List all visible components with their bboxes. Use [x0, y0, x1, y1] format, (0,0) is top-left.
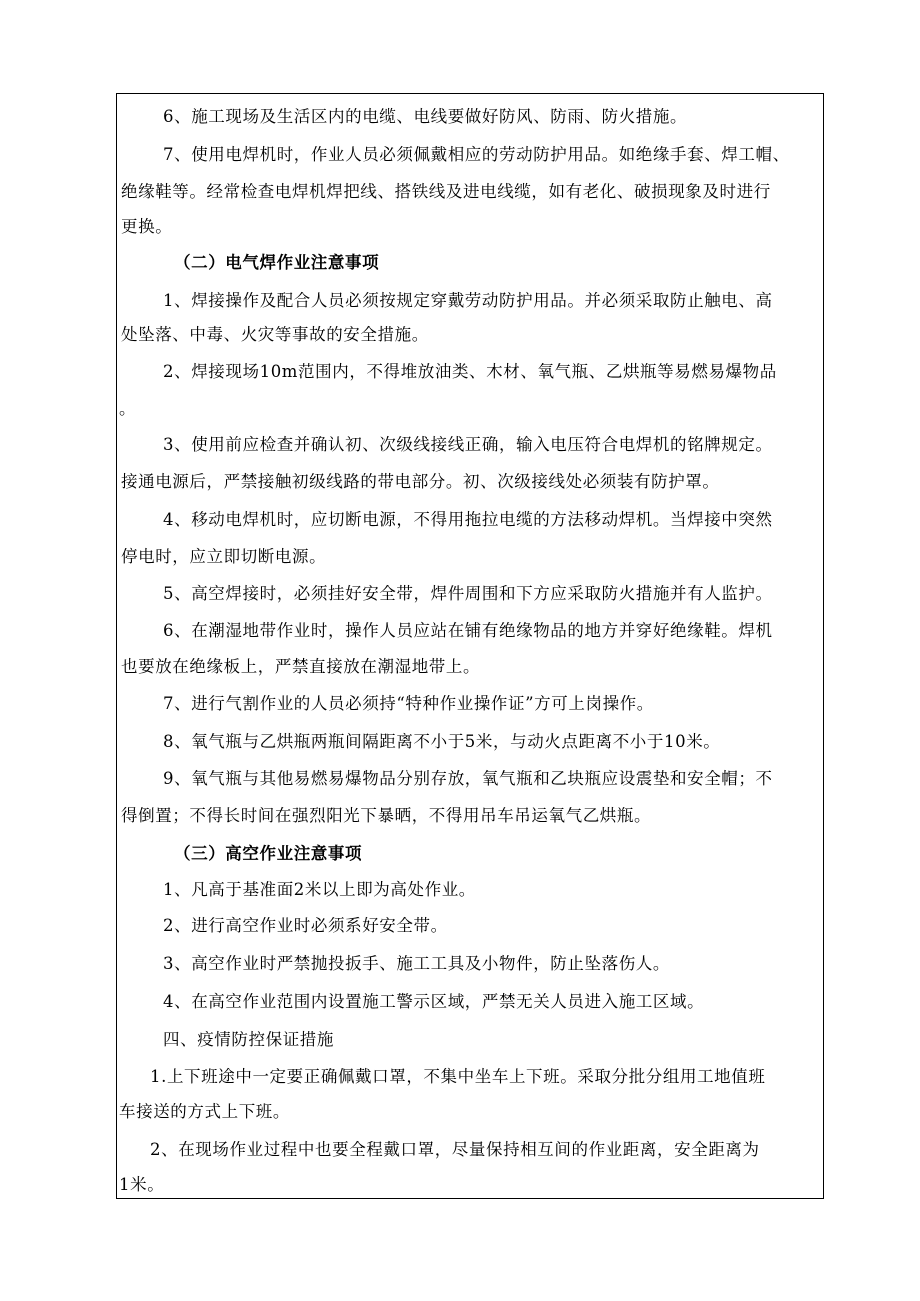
text-line: 接通电源后，严禁接触初级线路的带电部分。初、次级接线处必须装有防护罩。 [121, 472, 720, 491]
text-line: 1、焊接操作及配合人员必须按规定穿戴劳动防护用品。并必须采取防止触电、高 [163, 291, 773, 310]
text-line: 1米。 [119, 1175, 165, 1194]
text-line: 得倒置；不得长时间在强烈阳光下暴晒，不得用吊车吊运氧气乙烘瓶。 [121, 806, 652, 825]
text-line: 2、进行高空作业时必须系好安全带。 [163, 916, 448, 935]
text-line: 1.上下班途中一定要正确佩戴口罩，不集中坐车上下班。采取分批分组用工地值班 [150, 1067, 766, 1086]
text-line: 3、高空作业时严禁抛投扳手、施工工具及小物件，防止坠落伤人。 [163, 954, 670, 973]
text-line: 处坠落、中毒、火灾等事故的安全措施。 [121, 325, 429, 344]
text-line: 2、在现场作业过程中也要全程戴口罩，尽量保持相互间的作业距离，安全距离为 [150, 1140, 760, 1159]
text-line: 。 [119, 399, 137, 418]
text-line: 更换。 [121, 217, 173, 236]
text-line: 2、焊接现场10m范围内，不得堆放油类、木材、氧气瓶、乙烘瓶等易燃易爆物品 [163, 362, 777, 381]
text-line: 3、使用前应检查并确认初、次级线接线正确，输入电压符合电焊机的铭牌规定。 [163, 435, 773, 454]
text-line: 1、凡高于基准面2米以上即为高处作业。 [163, 880, 476, 899]
text-line: 8、氧气瓶与乙烘瓶两瓶间隔距离不小于5米，与动火点距离不小于10米。 [163, 732, 721, 751]
text-line: 7、进行气割作业的人员必须持“特种作业操作证”方可上岗操作。 [163, 694, 654, 713]
text-line: 车接送的方式上下班。 [119, 1102, 290, 1121]
section-heading: 四、疫情防控保证措施 [163, 1030, 334, 1049]
text-line: 停电时，应立即切断电源。 [121, 547, 327, 566]
text-line: 4、移动电焊机时，应切断电源，不得用拖拉电缆的方法移动焊机。当焊接中突然 [163, 510, 773, 529]
section-heading: （三）高空作业注意事项 [174, 844, 363, 863]
text-line: 6、在潮湿地带作业时，操作人员应站在铺有绝缘物品的地方并穿好绝缘鞋。焊机 [163, 621, 773, 640]
text-line: 4、在高空作业范围内设置施工警示区域，严禁无关人员进入施工区域。 [163, 992, 705, 1011]
text-line: 6、施工现场及生活区内的电缆、电线要做好防风、防雨、防火措施。 [163, 107, 688, 126]
text-line: 也要放在绝缘板上，严禁直接放在潮湿地带上。 [121, 657, 481, 676]
text-line: 绝缘鞋等。经常检查电焊机焊把线、搭铁线及进电线缆，如有老化、破损现象及时进行 [121, 182, 771, 201]
text-line: 9、氧气瓶与其他易燃易爆物品分别存放，氧气瓶和乙块瓶应设震垫和安全帽；不 [163, 769, 773, 788]
section-heading: （二）电气焊作业注意事项 [174, 253, 380, 272]
text-line: 7、使用电焊机时，作业人员必须佩戴相应的劳动防护用品。如绝缘手套、焊工帽、 [163, 145, 790, 164]
text-line: 5、高空焊接时，必须挂好安全带，焊件周围和下方应采取防火措施并有人监护。 [163, 584, 773, 603]
